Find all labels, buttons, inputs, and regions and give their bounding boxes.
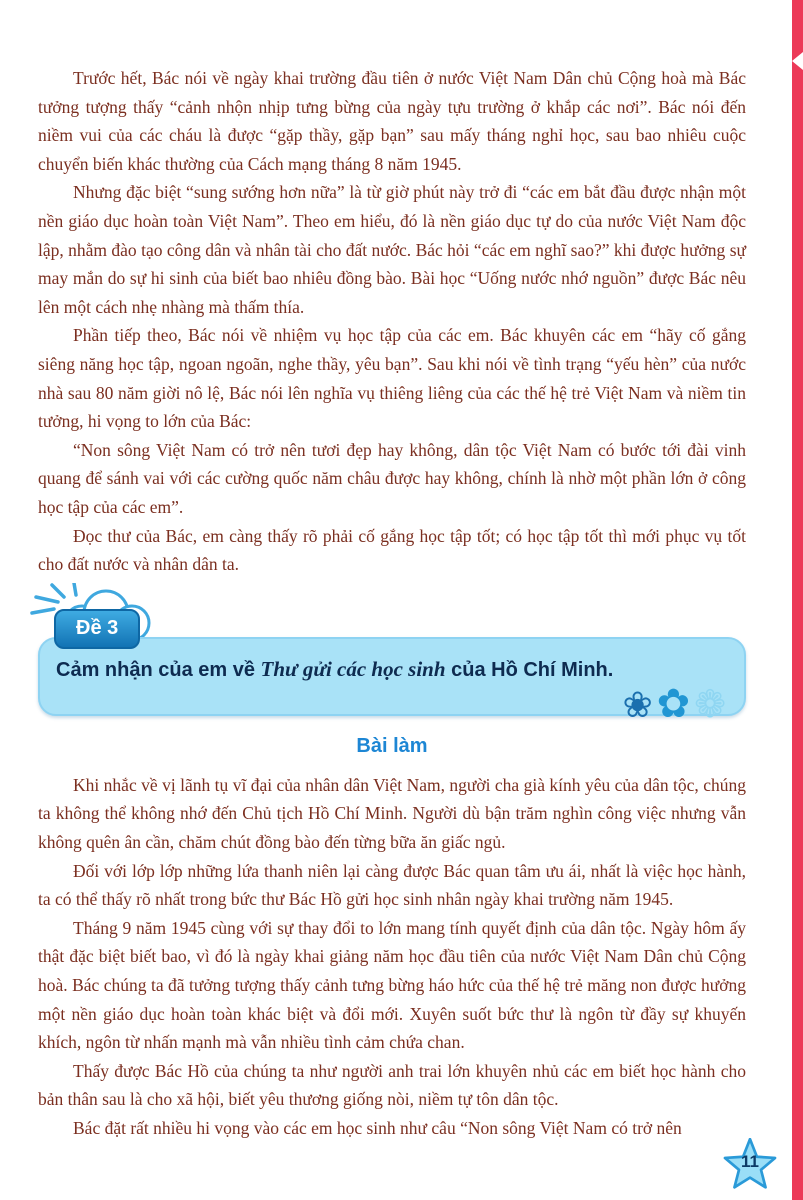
flower-icon: ❁ bbox=[694, 682, 730, 727]
paragraph: Tháng 9 năm 1945 cùng với sự thay đổi to lớn mang tính quyết định của dân tộc. Ngày hôm ấy thật đặc biệt biết bao, vì đó là ngày khai giảng năm học đầu tiên của nước Việt Nam Dân chủ Cộng hoà. Bác chúng ta đã tưởng tượng thấy cảnh tưng bừng háo hức của thế hệ trẻ măng non được hưởng một nền giáo dục hoàn toàn khác biệt và đổi mới. Xuyên suốt bức thư là ngôn từ đầy sự khuyến khích, ngôn từ nhấn mạnh mà vẫn nhiều tình cảm chứa chan. bbox=[38, 917, 746, 1053]
prompt-prefix: Cảm nhận của em về bbox=[56, 658, 261, 681]
page-number: 11 bbox=[741, 1152, 759, 1171]
essay-prompt-box bbox=[38, 637, 746, 728]
page-edge-strip bbox=[792, 0, 803, 1200]
prompt-title-italic: Thư gửi các học sinh bbox=[260, 656, 446, 681]
paragraph: Đối với lớp lớp những lứa thanh niên lại càng được Bác quan tâm ưu ái, nhất là việc học hành, ta có thể thấy rõ nhất trong bức thư Bác Hồ gửi học sinh nhân ngày khai trường năm 1945. bbox=[38, 860, 746, 910]
flower-icon: ❀ bbox=[622, 685, 657, 727]
page-edge-notch bbox=[792, 52, 803, 70]
page-content bbox=[38, 64, 746, 1143]
paragraph: Thấy được Bác Hồ của chúng ta như người anh trai lớn khuyên nhủ các em biết học hành cho bản thân sau là cho xã hội, biết yêu thương giống nòi, niềm tự tôn dân tộc. bbox=[38, 1060, 746, 1110]
prompt-suffix: của Hồ Chí Minh. bbox=[445, 658, 614, 681]
flower-icon: ✿ bbox=[656, 681, 695, 728]
essay-prompt bbox=[56, 655, 720, 685]
page-number-star bbox=[723, 1138, 777, 1190]
paragraph: Khi nhắc về vị lãnh tụ vĩ đại của nhân dân Việt Nam, người cha già kính yêu của dân tộc, chúng ta không thể không nhớ đến Chủ tịch Hồ Chí Minh. Người dù bận trăm nghìn công việc nhưng vẫn không quên ân cần, chăm chút đồng bào đến từng bữa ăn giấc ngủ. bbox=[38, 774, 746, 853]
paragraph: Phần tiếp theo, Bác nói về nhiệm vụ học tập của các em. Bác khuyên các em “hãy cố gắng siêng năng học tập, ngoan ngoãn, nghe thầy, yêu bạn”. Sau khi nói về tình trạng “yếu hèn” của nước nhà sau 80 năm giời nô lệ, Bác nói lên nghĩa vụ thiêng liêng của các thế hệ trẻ Việt Nam và niềm tin tưởng, hi vọng to lớn của Bác: bbox=[38, 325, 746, 432]
paragraph: Nhưng đặc biệt “sung sướng hơn nữa” là từ giờ phút này trở đi “các em bắt đầu được nhận một nền giáo dục hoàn toàn Việt Nam”. Theo em hiểu, đó là nền giáo dục tự do của nước Việt Nam độc lập, nhằm đào tạo công dân và nhân tài cho đất nước. Bác hỏi “các em nghĩ sao?” khi được hưởng sự may mắn do sự hi sinh của biết bao nhiêu đồng bào. Bài học “Uống nước nhớ nguồn” được Bác nêu lên một cách nhẹ nhàng mà thấm thía. bbox=[38, 182, 746, 317]
paragraph-quote: “Non sông Việt Nam có trở nên tươi đẹp hay không, dân tộc Việt Nam có bước tới đài vinh quang để sánh vai với các cường quốc năm châu được hay không, chính là nhờ một phần lớn ở công học tập của các em”. bbox=[38, 439, 746, 517]
flower-decoration bbox=[622, 681, 730, 728]
paragraph: Bác đặt rất nhiều hi vọng vào các em học sinh như câu “Non sông Việt Nam có trở nên bbox=[73, 1118, 682, 1138]
paragraph: Đọc thư của Bác, em càng thấy rõ phải cố gắng học tập tốt; có học tập tốt thì mới phục vụ tốt cho đất nước và nhân dân ta. bbox=[38, 525, 746, 575]
bai-lam-heading: Bài làm bbox=[356, 735, 428, 758]
de3-section bbox=[38, 587, 746, 728]
de3-badge: Đề 3 bbox=[54, 609, 140, 650]
paragraph: Trước hết, Bác nói về ngày khai trường đầu tiên ở nước Việt Nam Dân chủ Cộng hoà mà Bác tưởng tượng thấy “cảnh nhộn nhịp tưng bừng của ngày tựu trường ở khắp các nơi”. Bác nói đến niềm vui của các cháu là được “gặp thầy, gặp bạn” sau mấy tháng nghỉ học, sau bao nhiêu cuộc chuyển biến khác thường của Cách mạng tháng 8 năm 1945. bbox=[38, 68, 746, 174]
